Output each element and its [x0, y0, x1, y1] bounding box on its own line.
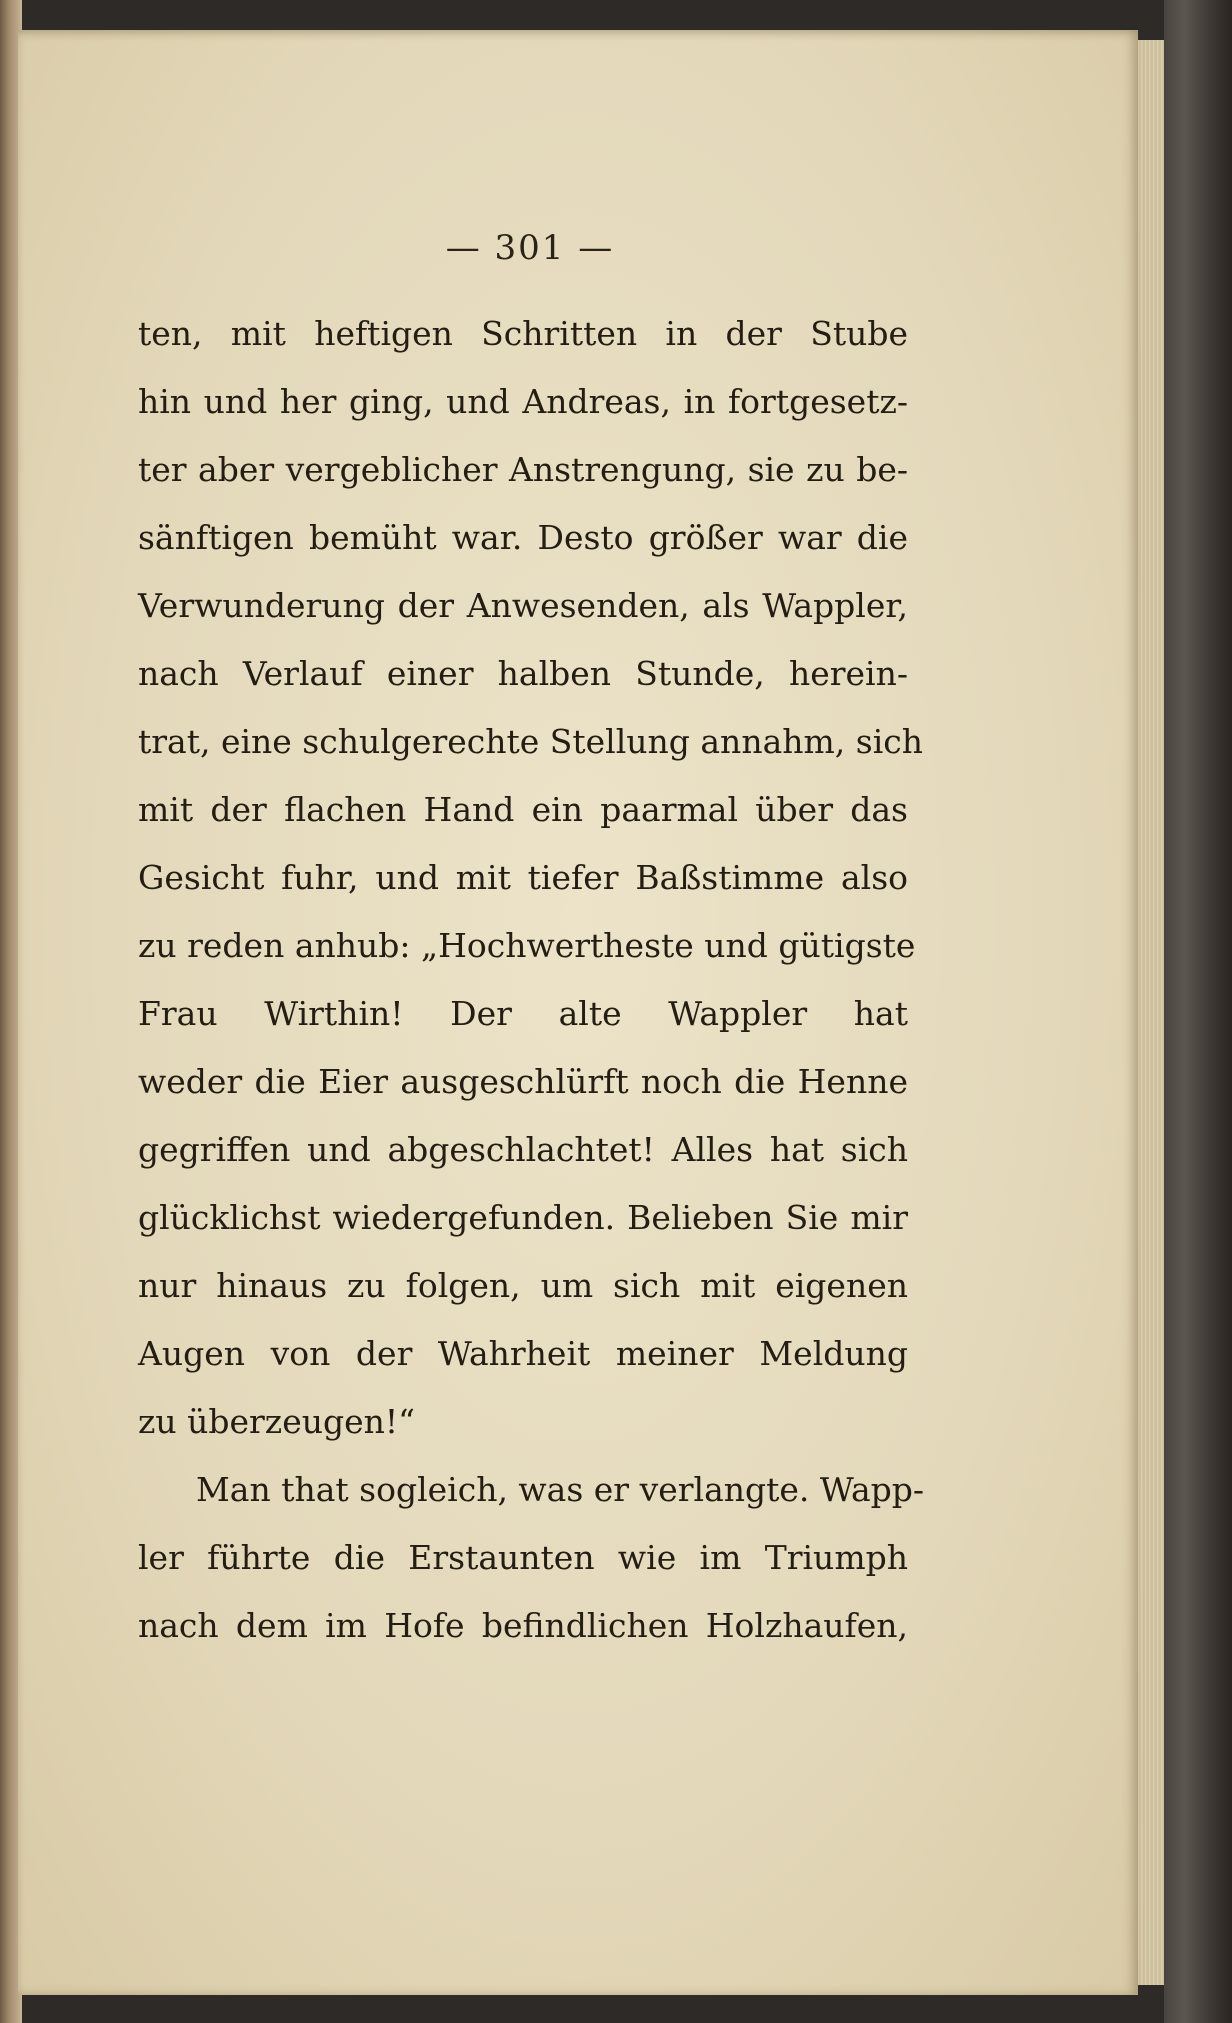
text-line: gegriffen und abgeschlachtet! Alles hat sich [138, 1130, 908, 1169]
text-line: sänftigen bemüht war. Desto größer war die [138, 518, 908, 557]
text-line: Frau Wirthin! Der alte Wappler hat [138, 994, 908, 1033]
body-text [138, 300, 925, 1660]
text-line: weder die Eier ausgeschlürft noch die Henne [138, 1062, 908, 1101]
page-edges [1138, 40, 1164, 1985]
text-line: mit der flachen Hand ein paarmal über das [138, 790, 908, 829]
text-line: trat, eine schulgerechte Stellung annahm, sich [138, 722, 923, 761]
text-line: Augen von der Wahrheit meiner Meldung [138, 1334, 908, 1373]
text-line: ten, mit heftigen Schritten in der Stube [138, 314, 908, 353]
text-line: nur hinaus zu folgen, um sich mit eigenen [138, 1266, 908, 1305]
text-line: Gesicht fuhr, und mit tiefer Baßstimme also [138, 858, 908, 897]
text-line: Verwunderung der Anwesenden, als Wappler, [138, 586, 908, 625]
text-line-paragraph-start: Man that sogleich, was er verlangte. Wapp- [196, 1470, 925, 1509]
text-line: nach Verlauf einer halben Stunde, herein- [138, 654, 908, 693]
text-line: zu reden anhub: „Hochwertheste und gütigste [138, 926, 916, 965]
page-number-header: — 301 — [445, 228, 615, 268]
text-line: glücklichst wiedergefunden. Belieben Sie mir [138, 1198, 908, 1237]
text-line: hin und her ging, und Andreas, in fortgesetz- [138, 382, 908, 421]
text-line-paragraph-end: zu überzeugen!“ [138, 1402, 416, 1441]
text-line: ter aber vergeblicher Anstrengung, sie zu be- [138, 450, 908, 489]
book-cover-board [1164, 0, 1232, 2023]
text-line: ler führte die Erstaunten wie im Triumph [138, 1538, 908, 1577]
text-line: nach dem im Hofe befindlichen Holzhaufen, [138, 1606, 908, 1645]
